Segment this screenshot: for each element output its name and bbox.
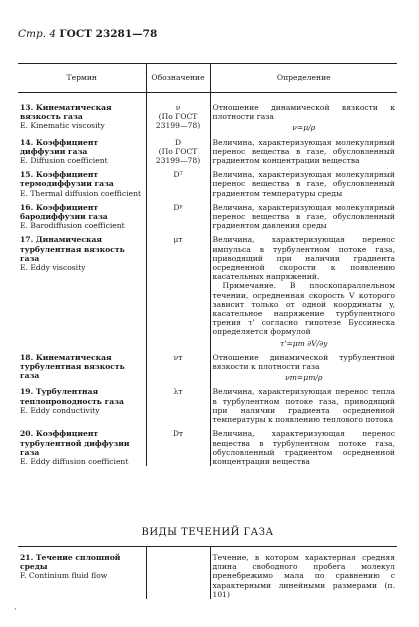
definition-text: Величина, характеризующая перенос тепла в турбулентном потоке газа, приводящий при наличии градиента осредненной температуры к появлению теплового потока (212, 387, 395, 425)
definition-text: Величина, характеризующая молекулярный перенос вещества в газе, обусловленный градиентом концентрации вещества (212, 137, 395, 166)
table-row (18, 198, 397, 231)
term-name: 14. Коэффициент диффузии газа (20, 137, 99, 156)
term-cell (18, 424, 146, 466)
definition-cell (210, 93, 397, 133)
term-cell (18, 547, 146, 600)
term-cell (18, 133, 146, 166)
definition-formula: ν=μ/ρ (292, 123, 316, 133)
term-cell (18, 93, 146, 133)
definition-text: Отношение динамической вязкости к плотности газа (212, 103, 395, 122)
symbol-cell: Dᵖ (146, 198, 210, 231)
standard-number: ГОСТ 23281—78 (59, 28, 158, 40)
symbol-cell: Dᵀ (146, 165, 210, 198)
table-row (18, 382, 397, 424)
table-row (18, 348, 397, 383)
page-number: Стр. 4 (18, 28, 57, 40)
symbol-cell: ν (По ГОСТ 23199—78) (146, 93, 210, 133)
definition-text: Величина, характеризующая молекулярный перенос вещества в газе, обусловленный градиентом давления среды (212, 202, 395, 231)
definition-cell (210, 230, 397, 347)
definition-text: Отношение динамической турбулентной вязкости к плотности газа (212, 352, 395, 372)
column-header-symbol: Обозначение (146, 64, 210, 93)
definition-cell (210, 133, 397, 166)
term-cell (18, 348, 146, 383)
term-english: E. Barodiffusion coefficient (20, 221, 125, 231)
definition-cell (210, 165, 397, 198)
terms-table-flow-types (18, 546, 397, 599)
definition-text: Величина, характеризующая молекулярный перенос вещества в газе, обусловленный градиентом температуры среды (212, 170, 395, 198)
term-name: 19. Турбулентная теплопроводность газа (20, 387, 124, 406)
definition-cell (210, 348, 397, 383)
definition-note: Примечание. В плоскопараллельном течении, осредненная скорость V которого зависит только от одной координаты y, касательное напряжение турбулентного трения τ' согласно гипотезе Буссинеска определяется формулой (212, 281, 395, 337)
page-header (18, 28, 157, 40)
term-name: 20. Коэффициент турбулентной диффузии газа (20, 429, 130, 457)
term-english: E. Eddy viscosity (20, 263, 86, 273)
table-row (18, 133, 397, 166)
term-cell (18, 230, 146, 347)
term-cell (18, 165, 146, 198)
term-cell (18, 198, 146, 231)
term-name: 16. Коэффициент бародиффузии газа (20, 202, 108, 222)
table-row (18, 165, 397, 198)
table-row (18, 547, 397, 600)
term-english: E. Kinematic viscosity (20, 121, 105, 131)
page-mark: · (14, 605, 17, 614)
symbol-cell (146, 547, 210, 600)
table-header-row (18, 64, 397, 93)
term-name: 18. Кинематическая турбулентная вязкость газа (20, 352, 125, 381)
symbol-cell: μт (146, 230, 210, 347)
definition-formula: νт=μт/ρ (285, 373, 323, 383)
terms-table (18, 63, 397, 466)
symbol-cell: Dт (146, 424, 210, 466)
symbol-cell: D (По ГОСТ 23199—78) (146, 133, 210, 166)
term-cell (18, 382, 146, 424)
table-row (18, 424, 397, 466)
table-row (18, 230, 397, 347)
symbol-cell: λт (146, 382, 210, 424)
definition-cell (210, 382, 397, 424)
term-english: F. Continium fluid flow (20, 571, 108, 581)
term-name: 15. Коэффициент термодиффузии газа (20, 170, 114, 189)
term-name: 13. Кинематическая вязкость газа (20, 103, 112, 122)
term-english: E. Thermal diffusion coefficient (20, 188, 142, 198)
definition-text: Величина, характеризующая перенос импульса в турбулентном потоке газа, приводящий при наличии градиента осредненной скорости к появлению касательных напряжений. (212, 235, 395, 282)
column-header-definition: Определение (210, 64, 397, 93)
column-header-term: Термин (18, 64, 146, 93)
definition-cell (210, 424, 397, 466)
term-english: E. Diffusion coefficient (20, 156, 108, 166)
definition-text: Течение, в котором характерная средняя длина свободного пробега молекул пренебрежимо мала по сравнению с характерными линейными размерами (п. 101) (212, 553, 395, 599)
definition-cell (210, 547, 397, 600)
definition-text: Величина, характеризующая перенос вещества в турбулентном потоке газа, обусловленный градиентом осредненной концентрации вещества (212, 429, 395, 466)
term-name: 17. Динамическая турбулентная вязкость газа (20, 235, 125, 263)
section-title: ВИДЫ ТЕЧЕНИЙ ГАЗА (141, 527, 274, 538)
term-english: E. Eddy diffusion coefficient (20, 456, 129, 466)
term-name: 21. Течение сплошной среды (20, 553, 121, 572)
symbol-cell: νт (146, 348, 210, 383)
table-row (18, 93, 397, 133)
definition-cell (210, 198, 397, 231)
term-english: E. Eddy conductivity (20, 405, 100, 415)
definition-formula: τ'=μт ∂V/∂y (280, 338, 328, 348)
